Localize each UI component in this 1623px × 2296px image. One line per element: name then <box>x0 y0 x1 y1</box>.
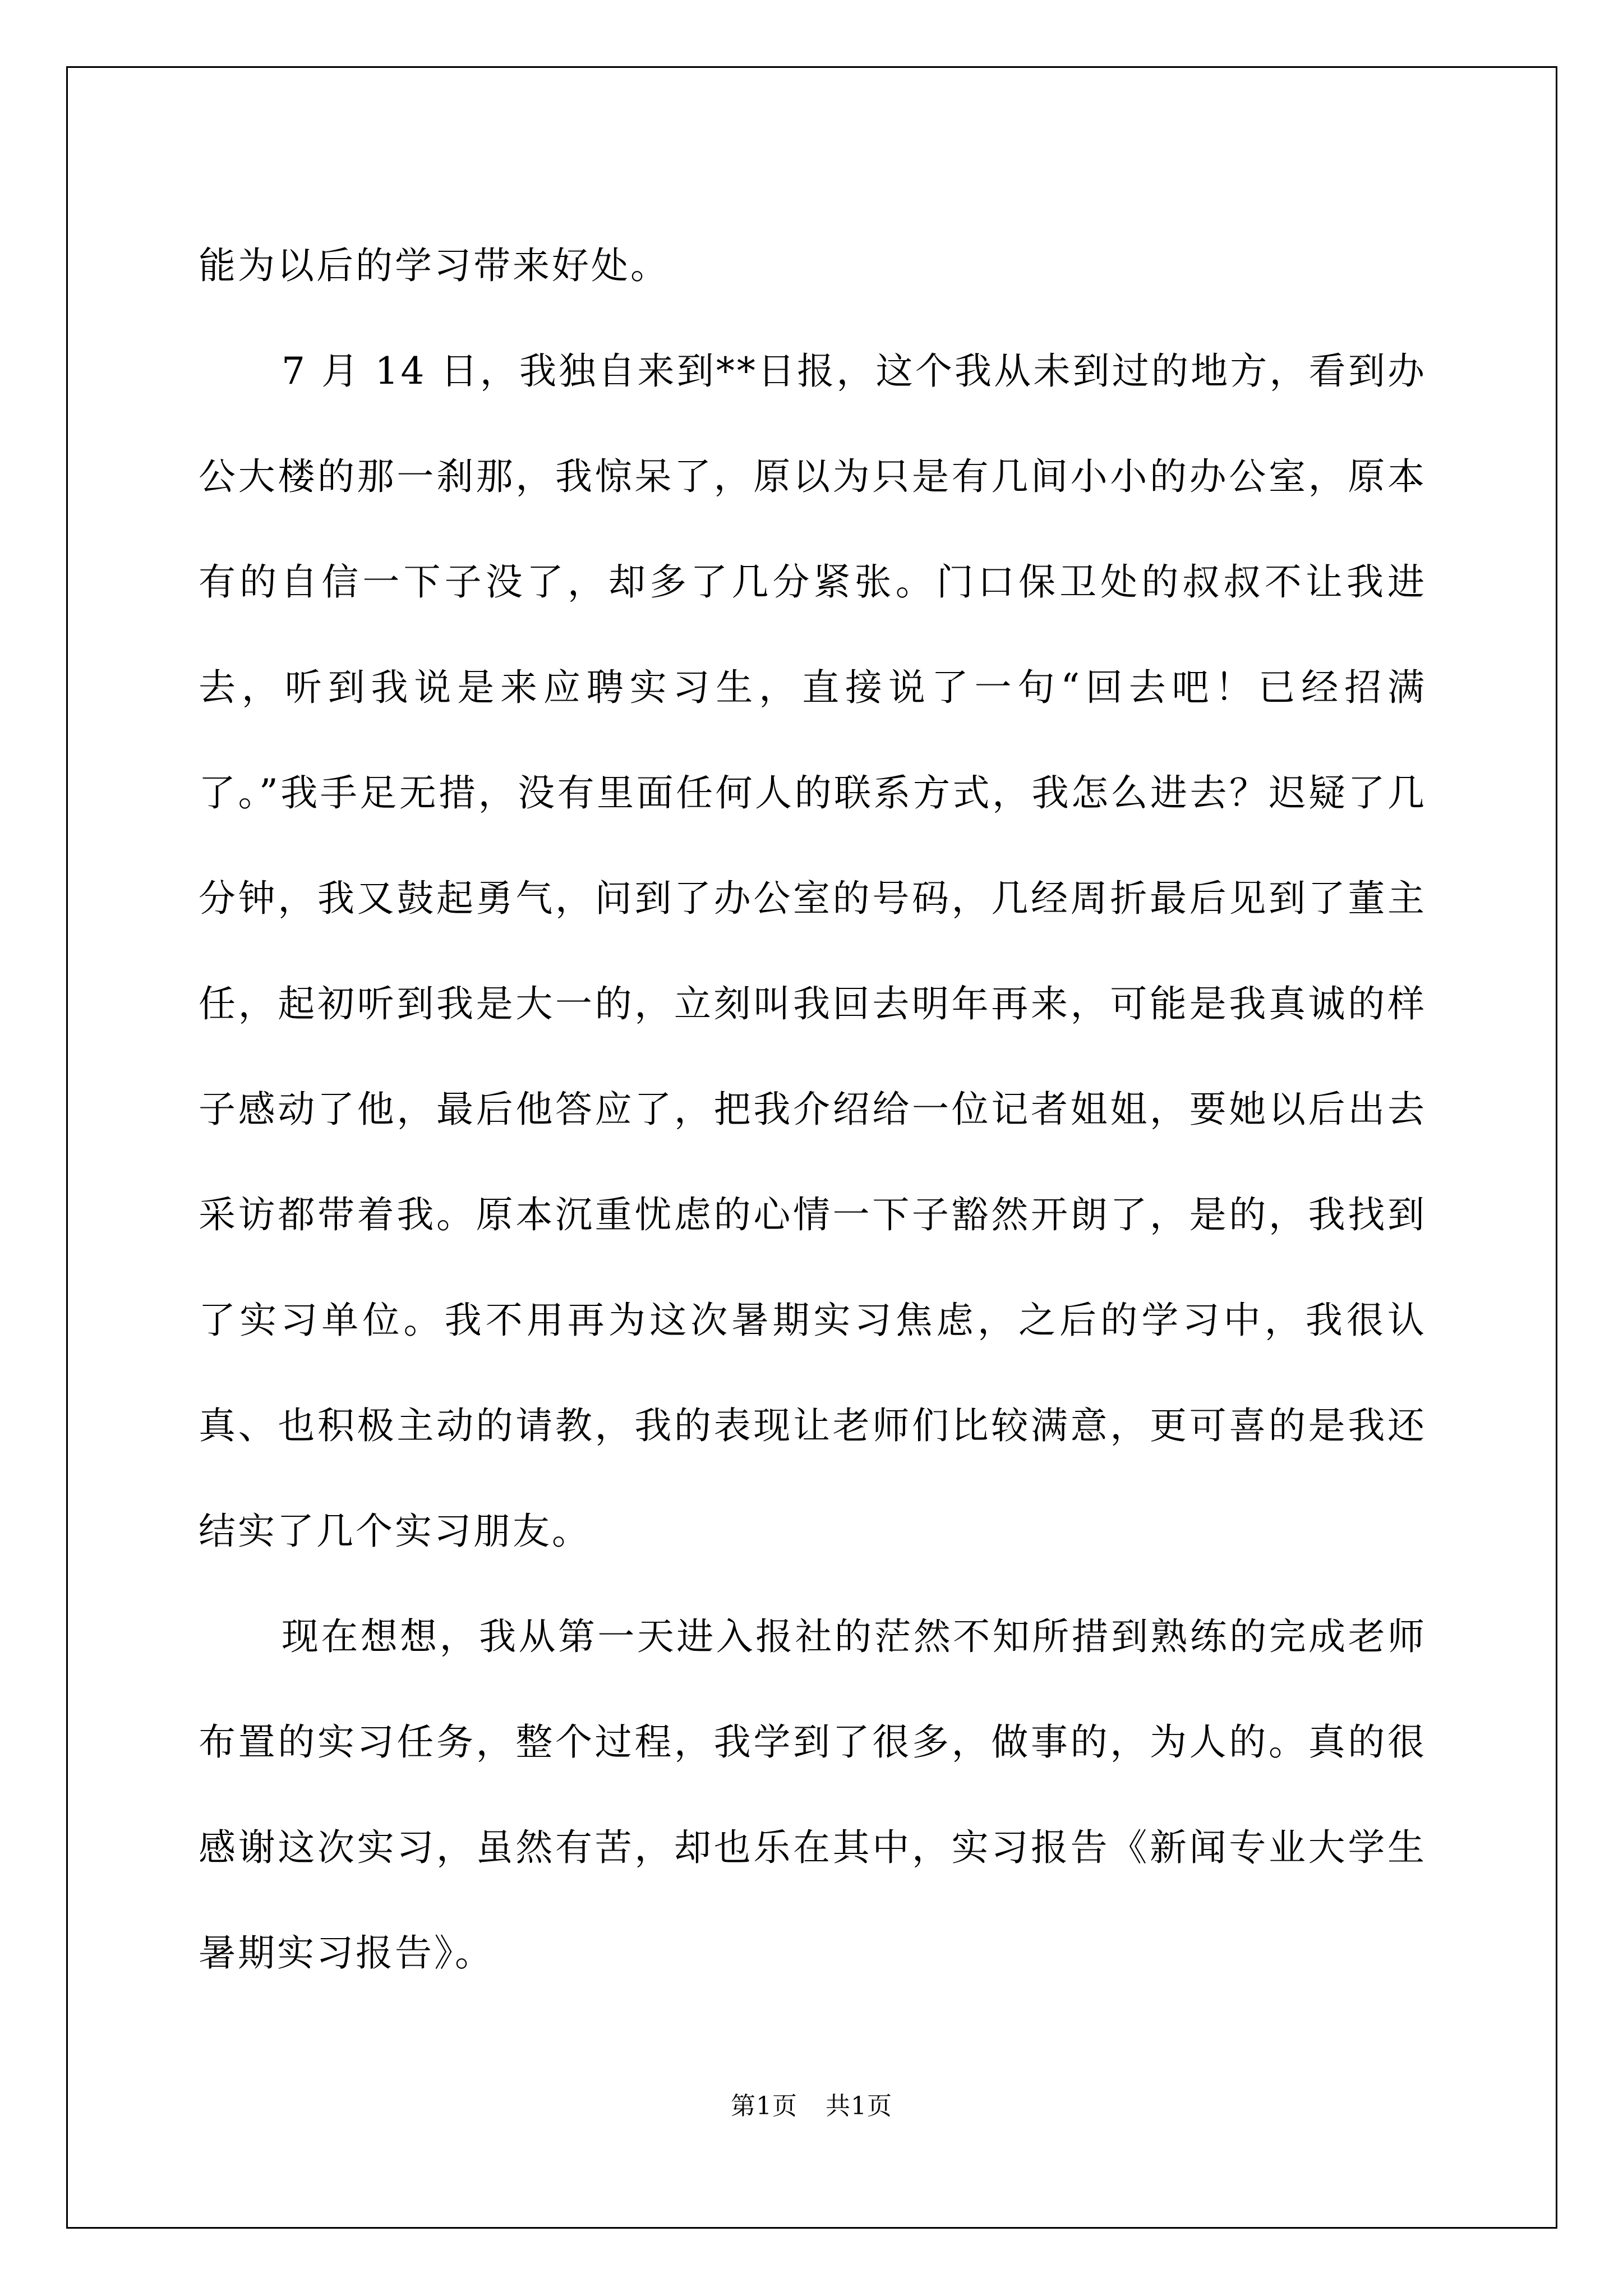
document-body <box>199 213 1427 2006</box>
paragraph-reflection: 现在想想，我从第一天进入报社的茫然不知所措到熟练的完成老师布置的实习任务，整个过程，我学到了很多，做事的，为人的。真的很感谢这次实习，虽然有苦，却也乐在其中，实习报告《新闻专业大学生暑期实习报告》。 <box>199 1615 1427 1975</box>
paragraph-internship-story: 7 月 14 日，我独自来到**日报，这个我从未到过的地方，看到办公大楼的那一刹那，我惊呆了，原以为只是有几间小小的办公室，原本有的自信一下子没了，却多了几分紧张。门口保卫处的叔叔不让我进去，听到我说是来应聘实习生，直接说了一句“回去吧！已经招满了。”我手足无措，没有里面任何人的联系方式，我怎么进去？迟疑了几分钟，我又鼓起勇气，问到了办公室的号码，几经周折最后见到了董主任，起初听到我是大一的，立刻叫我回去明年再来，可能是我真诚的样子感动了他，最后他答应了，把我介绍给一位记者姐姐，要她以后出去采访都带着我。原本沉重忧虑的心情一下子豁然开朗了，是的，我找到了实习单位。我不用再为这次暑期实习焦虑，之后的学习中，我很认真、也积极主动的请教，我的表现让老师们比较满意，更可喜的是我还结实了几个实习朋友。 <box>199 349 1427 1553</box>
page-number: 第1页 <box>731 2092 797 2120</box>
page-footer <box>0 2086 1623 2122</box>
page-total: 共1页 <box>826 2092 892 2120</box>
paragraph-continuation: 能为以后的学习带来好处。 <box>199 244 670 287</box>
